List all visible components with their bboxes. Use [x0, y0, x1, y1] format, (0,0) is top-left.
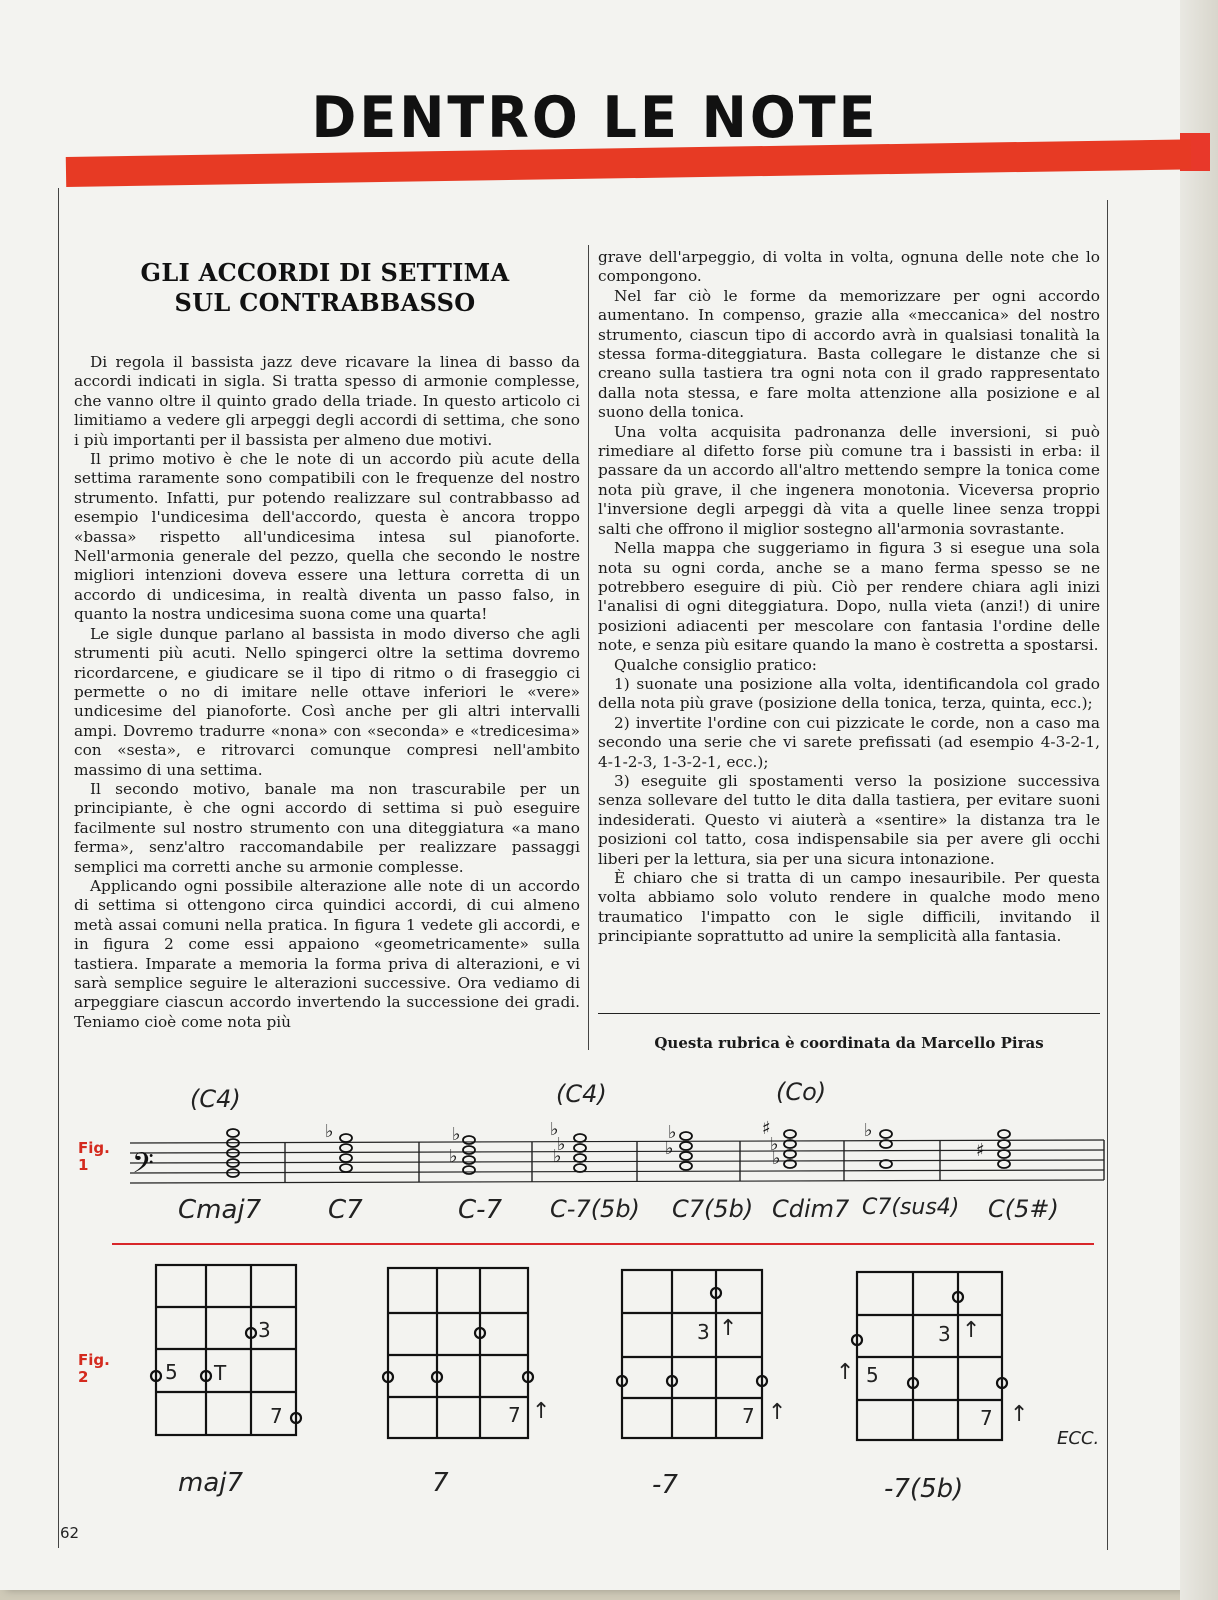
- degree-label: 7: [980, 1406, 993, 1430]
- flat-sign: ♭: [864, 1120, 873, 1141]
- sharp-sign: ♯: [762, 1118, 771, 1139]
- figure1-label-word: Fig.: [78, 1139, 110, 1157]
- degree-label: 3: [938, 1322, 951, 1346]
- degree-label: 7: [270, 1404, 283, 1428]
- arrow-up-icon: ↑: [836, 1360, 855, 1385]
- column-credit: Questa rubrica è coordinata da Marcello Piras: [654, 1034, 1044, 1052]
- paragraph: È chiaro che si tratta di un campo inesauribile. Per questa volta abbiamo solo voluto rendere in qualche modo meno traumatico l'impatto con le sigle difficili, invitando il principiante soprattutto ad unire la semplicità alla fantasia.: [598, 869, 1100, 946]
- degree-label: 5: [165, 1360, 178, 1384]
- chord-name: Cdim7: [772, 1195, 850, 1223]
- flat-sign: ♭: [770, 1134, 779, 1155]
- arrow-up-icon: ↑: [768, 1400, 787, 1425]
- paragraph: Nel far ciò le forme da memorizzare per ogni accordo aumentano. In compenso, grazie alla «meccanica» del nostro strumento, ciascun tipo di accordo avrà in qualsiasi tonalità la stessa forma-diteggiatura. Basta collegare le distanze che si creano sulla tastiera tra ogni nota con il grado rappresentato dalla nota stessa, e fare molta attenzione alla posizione e al suono della tonica.: [598, 286, 1100, 422]
- figure2-label-word: Fig.: [78, 1351, 110, 1369]
- paragraph: Una volta acquisita padronanza delle inversioni, si può rimediare al difetto forse più comune tra i bassisti in erba: il passare da un accordo all'altro mettendo sempre la tonica come nota più grave, il che ingenera monotonia. Viceversa proprio l'inversione degli arpeggi dà vita a quelle linee senza troppi salti che offrono il miglior sostegno all'armonia sovrastante.: [598, 422, 1100, 538]
- arrow-up-icon: ↑: [532, 1399, 551, 1424]
- paragraph: grave dell'arpeggio, di volta in volta, ognuna delle note che lo compongono.: [598, 248, 1100, 286]
- flat-sign: ♭: [325, 1121, 334, 1142]
- page-number: 62: [60, 1524, 80, 1542]
- annotation-c4-first: (C4): [190, 1085, 241, 1113]
- paragraph: Di regola il bassista jazz deve ricavare la linea di basso da accordi indicati in sigla. Si tratta spesso di armonie complesse, che vanno oltre il quinto grado della triade. In questo articolo ci limitiamo a vedere gli arpeggi degli accordi di settima, che sono i più importanti per il bassista per almeno due motivi.: [74, 353, 580, 449]
- tip-3: 3) eseguite gli spostamenti verso la posizione successiva senza sollevare del tutto le dita dalla tastiera, per evitare suoni indesiderati. Questo vi aiuterà a «sentire» la distanza tra le posizioni col tatto, cosa indispensabile sia per avere gli occhi liberi per la lettura, sia per una sicura intonazione.: [598, 771, 1100, 868]
- flat-sign: ♭: [557, 1134, 566, 1155]
- chord-name: C7: [328, 1195, 363, 1225]
- diagram-caption: -7: [652, 1470, 678, 1500]
- flat-sign: ♭: [772, 1148, 781, 1169]
- degree-label: 5: [866, 1363, 879, 1387]
- chord-name: Cmaj7: [178, 1195, 262, 1225]
- section-header-title: DENTRO LE NOTE: [311, 84, 879, 151]
- paragraph: Qualche consiglio pratico:: [614, 655, 817, 674]
- chord-name: C-7: [458, 1195, 503, 1225]
- flat-sign: ♭: [553, 1146, 562, 1167]
- diagram-caption: -7(5b): [884, 1474, 964, 1504]
- annotation-co: (Co): [776, 1078, 827, 1106]
- degree-label: 3: [258, 1318, 271, 1342]
- paragraph: Applicando ogni possibile alterazione alle note di un accordo di settima si ottengono circa quindici accordi, di cui almeno metà assai comuni nella pratica. In figura 1 vedete gli accordi, e in figura 2 come essi appaiono «geometricamente» sulla tastiera. Imparate a memoria la forma priva di alterazioni, e vi sarà semplice seguire le alterazioni successive. Ora vediamo di arpeggiare ciascun accordo invertendo la successione dei gradi. Teniamo cioè come nota più: [74, 876, 580, 1031]
- annotation-c4-second: (C4): [556, 1080, 607, 1108]
- flat-sign: ♭: [668, 1122, 677, 1143]
- article-title-line2: SUL CONTRABBASSO: [174, 288, 476, 317]
- chord-name: C7(5b): [672, 1195, 754, 1223]
- paragraph: Nella mappa che suggeriamo in figura 3 si esegue una sola nota su ogni corda, anche se a mano ferma spesso se ne potrebbero eseguire di più. Ciò per rendere chiara agli inizi l'analisi di ogni diteggiatura. Dopo, nulla vieta (anzi!) di unire posizioni adiacenti per mescolare con fantasia l'ordine delle note, e senza più esitare quando la mano è costretta a spostarsi.: [598, 539, 1100, 655]
- bass-clef: 𝄢: [132, 1147, 154, 1187]
- flat-sign: ♭: [449, 1146, 458, 1167]
- arrow-up-icon: ↑: [1010, 1402, 1029, 1427]
- tip-2: 2) invertite l'ordine con cui pizzicate le corde, non a caso ma secondo una serie che vi sarete prefissati (ad esempio 4-3-2-1, 4-1-2-3, 1-3-2-1, ecc.);: [598, 713, 1100, 771]
- arrow-up-icon: ↑: [719, 1316, 738, 1341]
- arrow-up-icon: ↑: [962, 1318, 981, 1343]
- degree-label: T: [214, 1361, 227, 1385]
- degree-label: 7: [508, 1403, 521, 1427]
- paragraph: Le sigle dunque parlano al bassista in modo diverso che agli strumenti più acuti. Nello spingerci oltre la settima dovremo ricordarcene, e giudicare se il tipo di ritmo o di fraseggio ci permette o no di imitare nelle ottave inferiori le «vere» undicesime del pianoforte. Così anche per gli altri intervalli ampi. Dovremo tradurre «nona» con «seconda» e «tredicesima» con «sesta», e ritrovarci comunque compresi nell'ambito massimo di una settima.: [74, 624, 580, 779]
- article-title-line1: GLI ACCORDI DI SETTIMA: [140, 258, 510, 287]
- etc-label: ECC.: [1057, 1428, 1100, 1449]
- tip-1: 1) suonate una posizione alla volta, identificandola col grado della nota più grave (posizione della tonica, terza, quinta, ecc.);: [598, 674, 1100, 713]
- flat-sign: ♭: [452, 1124, 461, 1145]
- paragraph: Il primo motivo è che le note di un accordo più acute della settima raramente sono compatibili con le frequenze del nostro strumento. Infatti, pur potendo realizzare sul contrabbasso ad esempio l'undicesima dell'accordo, questa è ancora troppo «bassa» rispetto all'undicesima intesa sul pianoforte. Nell'armonia generale del pezzo, quella che secondo le nostre migliori intenzioni doveva essere una lettura corretta di un accordo di undicesima, in realtà diventa un passo falso, in quanto la nostra undicesima suona come una quarta!: [74, 450, 580, 624]
- chord-name: C7(sus4): [862, 1195, 960, 1220]
- chord-name: C-7(5b): [550, 1195, 640, 1223]
- paragraph: Il secondo motivo, banale ma non trascurabile per un principiante, è che ogni accordo di settima si può eseguire facilmente sul nostro strumento con una diteggiatura «a mano ferma», senz'altro raccomandabile per realizzare passaggi semplici ma corretti anche su armonie complesse.: [74, 779, 580, 876]
- degree-label: 3: [697, 1320, 710, 1344]
- degree-label: 7: [742, 1404, 755, 1428]
- flat-sign: ♭: [550, 1119, 559, 1140]
- diagram-caption: maj7: [178, 1468, 244, 1498]
- figure1-label-number: 1: [78, 1156, 89, 1174]
- chord-name: C(5#): [988, 1195, 1059, 1223]
- flat-sign: ♭: [665, 1138, 674, 1159]
- sharp-sign: ♯: [976, 1140, 985, 1161]
- figure2-label-number: 2: [78, 1368, 89, 1386]
- diagram-caption: 7: [432, 1468, 449, 1498]
